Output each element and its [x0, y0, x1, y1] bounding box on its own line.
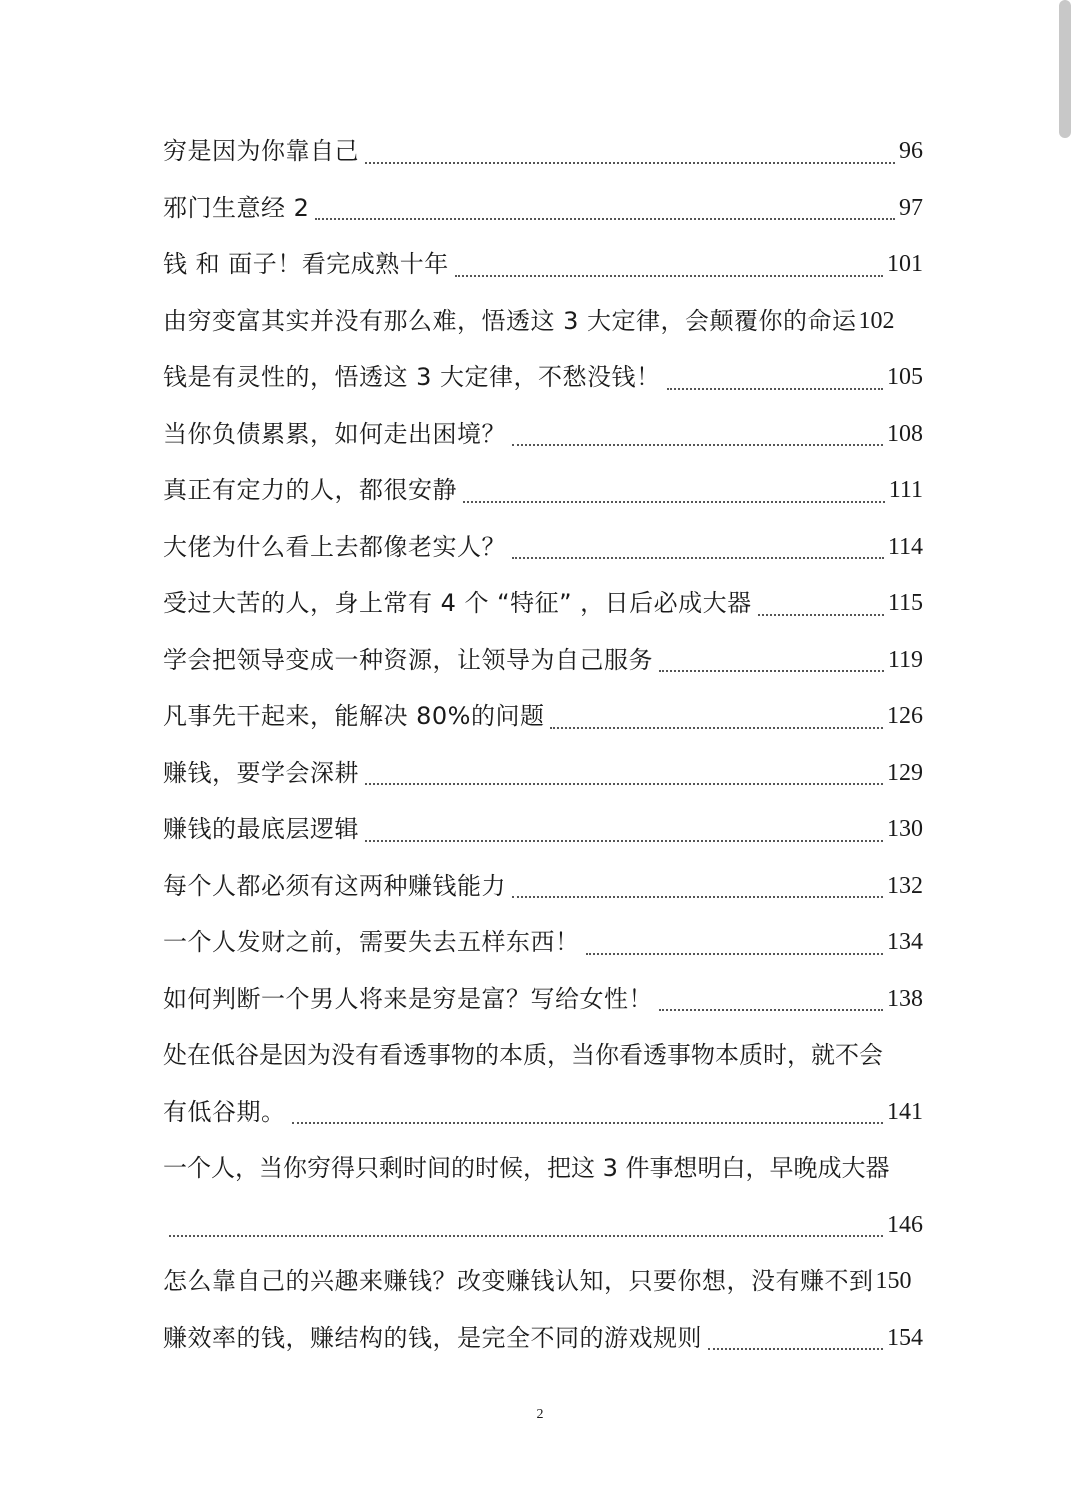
toc-entry-title: 受过大苦的人，身上常有 4 个 “特征” ，日后必成大器 — [163, 589, 752, 617]
toc-entry[interactable] — [163, 349, 923, 406]
toc-entry-title: 钱 和 面子！看完成熟十年 — [163, 250, 449, 278]
toc-entry[interactable] — [163, 1310, 923, 1367]
dot-leader — [315, 218, 895, 220]
dot-leader — [659, 670, 884, 672]
toc-entry-title-line1[interactable]: 处在低谷是因为没有看透事物的本质，当你看透事物本质时，就不会 — [163, 1041, 883, 1069]
toc-entry-page: 105 — [887, 364, 923, 390]
dot-leader — [365, 162, 895, 164]
scrollbar[interactable] — [1058, 0, 1080, 1495]
toc-entry[interactable] — [163, 632, 923, 689]
toc-entry-page: 141 — [887, 1098, 923, 1125]
toc-entry[interactable] — [163, 236, 923, 293]
scrollbar-thumb[interactable] — [1059, 0, 1071, 138]
dot-leader — [586, 953, 884, 955]
toc-entry-title: 赚钱，要学会深耕 — [163, 758, 359, 787]
toc-entry-page: 97 — [899, 194, 923, 221]
toc-entry-page: 132 — [887, 872, 923, 899]
toc-entry-title: 学会把领导变成一种资源，让领导为自己服务 — [163, 645, 653, 674]
toc-entry-title: 如何判断一个男人将来是穷是富？写给女性！ — [163, 984, 653, 1013]
dot-leader — [659, 1009, 883, 1011]
dot-leader — [292, 1122, 884, 1124]
toc-entry[interactable] — [163, 1197, 923, 1254]
toc-entry-page: 126 — [887, 703, 923, 729]
toc-entry[interactable] — [163, 1253, 923, 1310]
toc-entry-page: 119 — [887, 646, 923, 673]
toc-entry[interactable] — [163, 180, 923, 237]
toc-entry[interactable] — [163, 123, 923, 180]
toc-entry-title: 由穷变富其实并没有那么难，悟透这 3 大定律，会颠覆你的命运 — [163, 306, 857, 335]
dot-leader — [365, 840, 883, 842]
dot-leader — [512, 557, 884, 559]
dot-leader — [463, 501, 885, 503]
toc-entry-page: 138 — [887, 985, 923, 1012]
toc-entry[interactable] — [163, 745, 923, 802]
toc-entry[interactable] — [163, 858, 923, 915]
dot-leader — [365, 783, 883, 785]
dot-leader — [708, 1348, 883, 1350]
toc-entry-page: 108 — [887, 420, 923, 447]
toc-entry-page: 114 — [887, 533, 923, 560]
toc-entry-title: 大佬为什么看上去都像老实人？ — [163, 532, 506, 561]
dot-leader — [550, 727, 883, 729]
toc-entry[interactable] — [163, 688, 923, 745]
toc-entry-page: 115 — [887, 590, 923, 616]
toc-entry-page: 101 — [887, 251, 923, 277]
dot-leader — [512, 896, 883, 898]
toc-entry-page: 146 — [887, 1211, 923, 1238]
toc-entry-title-line2: 有低谷期。 — [163, 1097, 286, 1126]
toc-entry[interactable] — [163, 1084, 923, 1141]
toc-entry-title: 凡事先干起来，能解决 80%的问题 — [163, 702, 545, 730]
toc-entry-title-line1[interactable]: 一个人，当你穷得只剩时间的时候，把这 3 件事想明白，早晚成大器 — [163, 1154, 890, 1182]
toc-entry[interactable] — [163, 406, 923, 463]
toc-entry-page: 134 — [887, 929, 923, 955]
toc-entry-title: 邪门生意经 2 — [163, 193, 310, 222]
toc-entry-title: 钱是有灵性的，悟透这 3 大定律，不愁没钱！ — [163, 363, 661, 391]
toc-entry-title: 穷是因为你靠自己 — [163, 137, 359, 165]
toc-entry-title: 赚钱的最底层逻辑 — [163, 815, 359, 843]
table-of-contents — [163, 123, 923, 1366]
toc-entry-page: 130 — [887, 816, 923, 842]
toc-entry-title: 赚效率的钱，赚结构的钱，是完全不同的游戏规则 — [163, 1323, 702, 1352]
toc-entry[interactable] — [163, 462, 923, 519]
toc-entry[interactable] — [163, 801, 923, 858]
toc-entry-page: 129 — [887, 759, 923, 786]
toc-entry[interactable] — [163, 914, 923, 971]
toc-entry-title: 每个人都必须有这两种赚钱能力 — [163, 871, 506, 900]
toc-entry-title: 真正有定力的人，都很安静 — [163, 476, 457, 504]
toc-entry-title: 怎么靠自己的兴趣来赚钱？改变赚钱认知，只要你想，没有赚不到 — [163, 1267, 874, 1295]
toc-entry-page: 150 — [875, 1268, 912, 1294]
toc-entry[interactable] — [163, 971, 923, 1028]
toc-entry-title: 一个人发财之前，需要失去五样东西！ — [163, 928, 580, 956]
page-number: 2 — [536, 1407, 544, 1422]
toc-entry-page: 102 — [858, 307, 895, 334]
toc-entry[interactable] — [163, 519, 923, 576]
toc-entry-page: 96 — [899, 138, 923, 164]
dot-leader — [758, 614, 884, 616]
dot-leader — [169, 1235, 883, 1237]
toc-entry[interactable] — [163, 575, 923, 632]
toc-entry-page: 154 — [887, 1324, 923, 1351]
toc-entry-title: 当你负债累累，如何走出困境？ — [163, 419, 506, 448]
dot-leader — [667, 388, 883, 390]
dot-leader — [455, 275, 883, 277]
dot-leader — [512, 444, 883, 446]
toc-entry[interactable] — [163, 293, 923, 350]
toc-entry-page: 111 — [888, 477, 923, 503]
